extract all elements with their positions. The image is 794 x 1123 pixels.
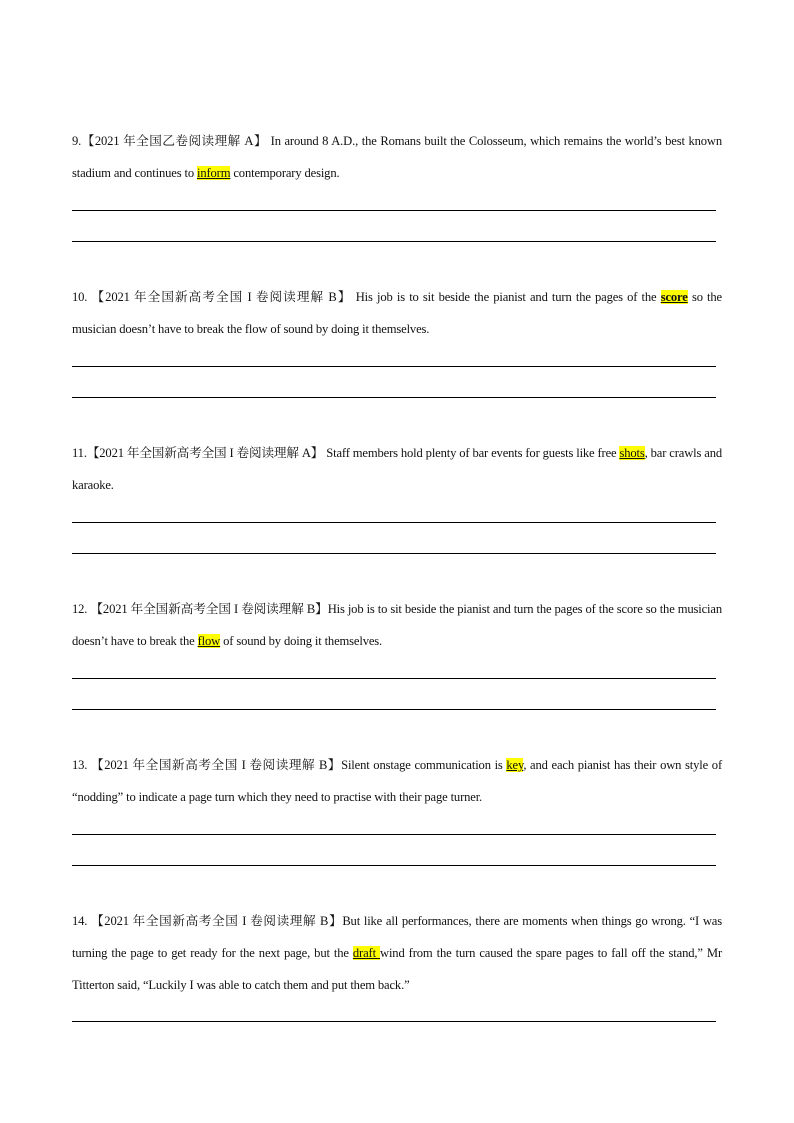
- question-text-after: , and each pianist has their own style of “nodding” to indicate a page turn which they need to practise with their page turner.: [72, 758, 722, 804]
- question-9: [72, 125, 722, 189]
- question-14: [72, 905, 722, 1001]
- answer-line: [72, 210, 716, 211]
- highlighted-word: draft: [352, 946, 380, 960]
- question-source: 【2021 年全国新高考全国 I 卷阅读理解 B】: [87, 602, 328, 616]
- answer-line: [72, 522, 716, 523]
- highlighted-word: shots: [619, 446, 645, 460]
- question-text-before: Silent onstage communication is: [341, 758, 507, 772]
- answer-line: [72, 834, 716, 835]
- highlighted-word: key: [506, 758, 524, 772]
- highlighted-word: flow: [197, 634, 221, 648]
- answer-line: [72, 553, 716, 554]
- question-number: 9.: [72, 134, 82, 148]
- question-source: 【2021 年全国新高考全国 I 卷阅读理解 B】: [87, 290, 352, 304]
- question-10: [72, 281, 722, 345]
- question-number: 14.: [72, 914, 88, 928]
- question-text-before: But like all performances, there are moments when things go wrong. “I was turning the page to get ready for the next page, but the: [72, 914, 722, 960]
- question-source: 【2021 年全国新高考全国 I 卷阅读理解 A】: [86, 446, 324, 460]
- question-source: 【2021 年全国新高考全国 I 卷阅读理解 B】: [87, 914, 343, 928]
- question-text-before: Staff members hold plenty of bar events for guests like free: [323, 446, 620, 460]
- question-12: [72, 593, 722, 657]
- question-text-before: His job is to sit beside the pianist and turn the pages of the: [351, 290, 661, 304]
- question-text-after: , bar crawls and karaoke.: [72, 446, 722, 492]
- question-text-before: In around 8 A.D., the Romans built the Colosseum, which remains the world’s best known stadium and continues to: [72, 134, 722, 180]
- question-number: 11.: [72, 446, 87, 460]
- question-text-after: wind from the turn caused the spare pages to fall off the stand,” Mr Titterton said, “Luckily I was able to catch them and put them back.”: [72, 946, 722, 992]
- question-number: 10.: [72, 290, 88, 304]
- highlighted-word: score: [660, 290, 688, 304]
- answer-line: [72, 241, 716, 242]
- question-source: 【2021 年全国乙卷阅读理解 A】: [81, 134, 268, 148]
- answer-line: [72, 678, 716, 679]
- answer-line: [72, 397, 716, 398]
- question-source: 【2021 年全国新高考全国 I 卷阅读理解 B】: [87, 758, 342, 772]
- question-11: [72, 437, 722, 501]
- answer-line: [72, 709, 716, 710]
- question-number: 12.: [72, 602, 88, 616]
- question-text-after: contemporary design.: [230, 166, 340, 180]
- question-number: 13.: [72, 758, 88, 772]
- highlighted-word: inform: [196, 166, 231, 180]
- question-13: [72, 749, 722, 813]
- question-text-after: of sound by doing it themselves.: [220, 634, 383, 648]
- answer-line: [72, 366, 716, 367]
- question-text-after: so the musician doesn’t have to break the flow of sound by doing it themselves.: [72, 290, 722, 336]
- question-text-before: His job is to sit beside the pianist and turn the pages of the score so the musician doesn’t have to break the: [72, 602, 722, 648]
- answer-line: [72, 865, 716, 866]
- answer-line: [72, 1021, 716, 1022]
